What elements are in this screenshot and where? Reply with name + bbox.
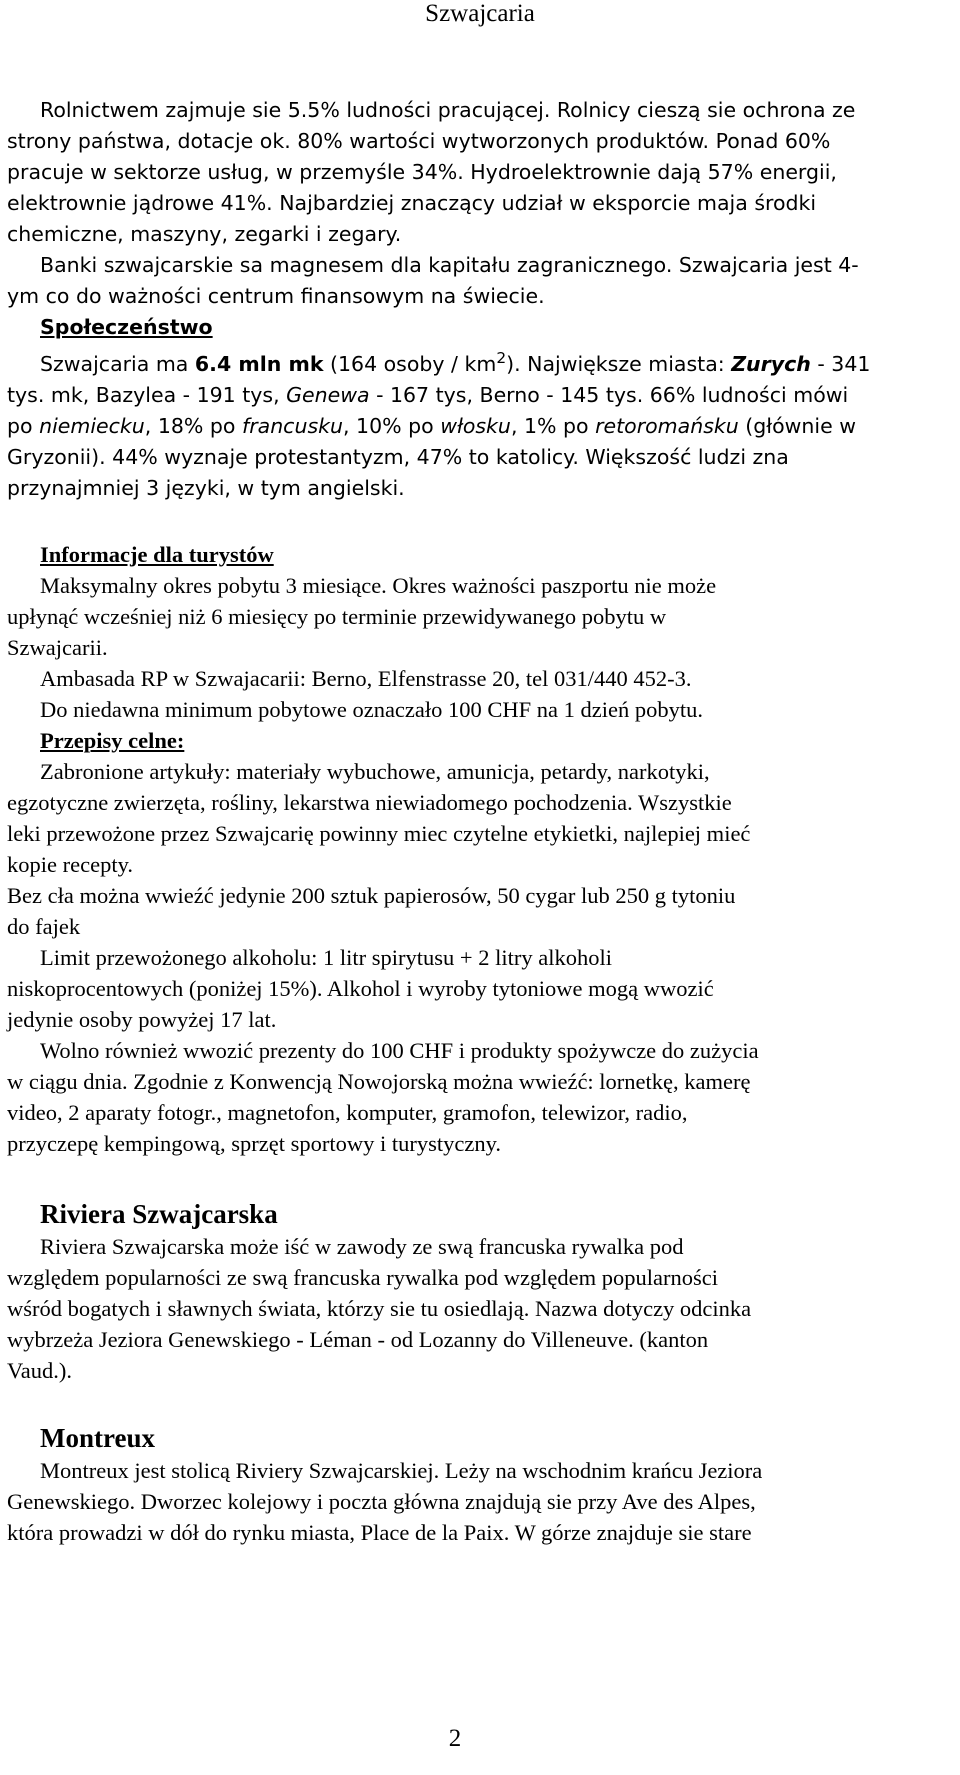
text-line — [7, 349, 907, 380]
text-span: (164 osoby / km — [323, 352, 497, 376]
text-line: Szwajcarii. — [7, 635, 108, 660]
text-line: jedynie osoby powyżej 17 lat. — [7, 1007, 277, 1032]
text-line: Ambasada RP w Szwajacarii: Berno, Elfenstrasse 20, tel 031/440 452-3. — [40, 666, 692, 691]
text-line: ym co do ważności centrum finansowym na świecie. — [7, 284, 545, 308]
text-line: elektrownie jądrowe 41%. Najbardziej znaczący udział w eksporcie maja środki — [7, 191, 817, 215]
text-line: do fajek — [7, 914, 81, 939]
text-line: Bez cła można wwieźć jedynie 200 sztuk papierosów, 50 cygar lub 250 g tytoniu — [7, 883, 736, 908]
text-line: Maksymalny okres pobytu 3 miesiące. Okres ważności paszportu nie może — [40, 573, 717, 598]
customs-heading: Przepisy celne: — [40, 728, 185, 753]
city-name: Zurych — [731, 352, 811, 376]
text-line: która prowadzi w dół do rynku miasta, Place de la Paix. W górze znajduje sie stare — [7, 1520, 752, 1545]
language-name: włosku — [440, 414, 511, 438]
tourists-heading: Informacje dla turystów — [40, 542, 274, 567]
text-line: Rolnictwem zajmuje sie 5.5% ludności pracującej. Rolnicy cieszą sie ochrona ze — [40, 98, 856, 122]
text-span: tys. mk, Bazylea - 191 tys, — [7, 383, 287, 407]
text-line: przynajmniej 3 języki, w tym angielski. — [7, 476, 405, 500]
language-name: francusku — [241, 414, 343, 438]
text-line: Gryzonii). 44% wyznaje protestantyzm, 47% to katolicy. Większość ludzi zna — [7, 445, 789, 469]
text-span: Szwajcaria ma — [40, 352, 195, 376]
text-line: przyczepę kempingową, sprzęt sportowy i turystyczny. — [7, 1131, 502, 1156]
text-span: , 10% po — [343, 414, 441, 438]
text-line: upłynąć wcześniej niż 6 miesięcy po terminie przewidywanego pobytu w — [7, 604, 667, 629]
text-line: leki przewożone przez Szwajcarię powinny miec czytelne etykietki, najlepiej mieć — [7, 821, 751, 846]
page-content — [7, 95, 907, 1548]
population-value: 6.4 mln mk — [194, 352, 324, 376]
riviera-section — [7, 1197, 907, 1386]
text-line: Limit przewożonego alkoholu: 1 litr spirytusu + 2 litry alkoholi — [40, 945, 612, 970]
page-number: 2 — [448, 1725, 462, 1752]
city-name: Genewa — [286, 383, 370, 407]
text-line: Montreux jest stolicą Riviery Szwajcarskiej. Leży na wschodnim krańcu Jeziora — [40, 1458, 763, 1483]
text-line: niskoprocentowych (poniżej 15%). Alkohol i wyroby tytoniowe mogą wwozić — [7, 976, 714, 1001]
text-span: , 18% po — [144, 414, 242, 438]
customs-section — [7, 725, 907, 1159]
text-line: Riviera Szwajcarska może iść w zawody ze swą francuska rywalka pod — [40, 1234, 684, 1259]
montreux-heading: Montreux — [40, 1423, 155, 1453]
text-line: Banki szwajcarskie sa magnesem dla kapitału zagranicznego. Szwajcaria jest 4- — [40, 253, 859, 277]
text-line: Genewskiego. Dworzec kolejowy i poczta główna znajdują sie przy Ave des Alpes, — [7, 1489, 756, 1514]
language-name: retoromańsku — [595, 414, 739, 438]
language-name: niemiecku — [39, 414, 145, 438]
text-span: ). Największe miasta: — [506, 352, 732, 376]
text-line: Do niedawna minimum pobytowe oznaczało 100 CHF na 1 dzień pobytu. — [40, 697, 703, 722]
montreux-section — [7, 1421, 907, 1548]
page-header: Szwajcaria — [425, 0, 535, 27]
text-span: - 341 — [810, 352, 871, 376]
text-line: kopie recepty. — [7, 852, 133, 877]
riviera-heading: Riviera Szwajcarska — [40, 1199, 278, 1229]
text-line: wśród bogatych i sławnych świata, którzy sie tu osiedlają. Nazwa dotyczy odcinka — [7, 1296, 752, 1321]
text-line: Vaud.). — [7, 1358, 72, 1383]
text-line: wybrzeża Jeziora Genewskiego - Léman - od Lozanny do Villeneuve. (kanton — [7, 1327, 709, 1352]
society-section — [7, 312, 907, 504]
text-line: strony państwa, dotacje ok. 80% wartości wytworzonych produktów. Ponad 60% — [7, 129, 831, 153]
text-line: Zabronione artykuły: materiały wybuchowe, amunicja, petardy, narkotyki, — [40, 759, 710, 784]
text-span: po — [7, 414, 40, 438]
text-line: chemiczne, maszyny, zegarki i zegary. — [7, 222, 402, 246]
text-line: video, 2 aparaty fotogr., magnetofon, komputer, gramofon, telewizor, radio, — [7, 1100, 688, 1125]
text-line — [7, 380, 907, 411]
superscript: 2 — [496, 349, 507, 368]
text-line — [7, 411, 907, 442]
text-line: w ciągu dnia. Zgodnie z Konwencją Nowojorską można wwieźć: lornetkę, kamerę — [7, 1069, 751, 1094]
economy-paragraph — [7, 95, 907, 312]
text-span: , 1% po — [510, 414, 596, 438]
text-line: egzotyczne zwierzęta, rośliny, lekarstwa niewiadomego pochodzenia. Wszystkie — [7, 790, 732, 815]
text-line: pracuje w sektorze usług, w przemyśle 34%. Hydroelektrownie dają 57% energii, — [7, 160, 837, 184]
text-span: (głównie w — [738, 414, 857, 438]
text-line: względem popularności ze swą francuska rywalka pod względem popularności — [7, 1265, 719, 1290]
tourists-section — [7, 539, 907, 725]
text-span: - 167 tys, Berno - 145 tys. 66% ludności mówi — [369, 383, 849, 407]
text-line: Wolno również wwozić prezenty do 100 CHF i produkty spożywcze do zużycia — [40, 1038, 759, 1063]
society-heading: Społeczeństwo — [40, 315, 213, 339]
